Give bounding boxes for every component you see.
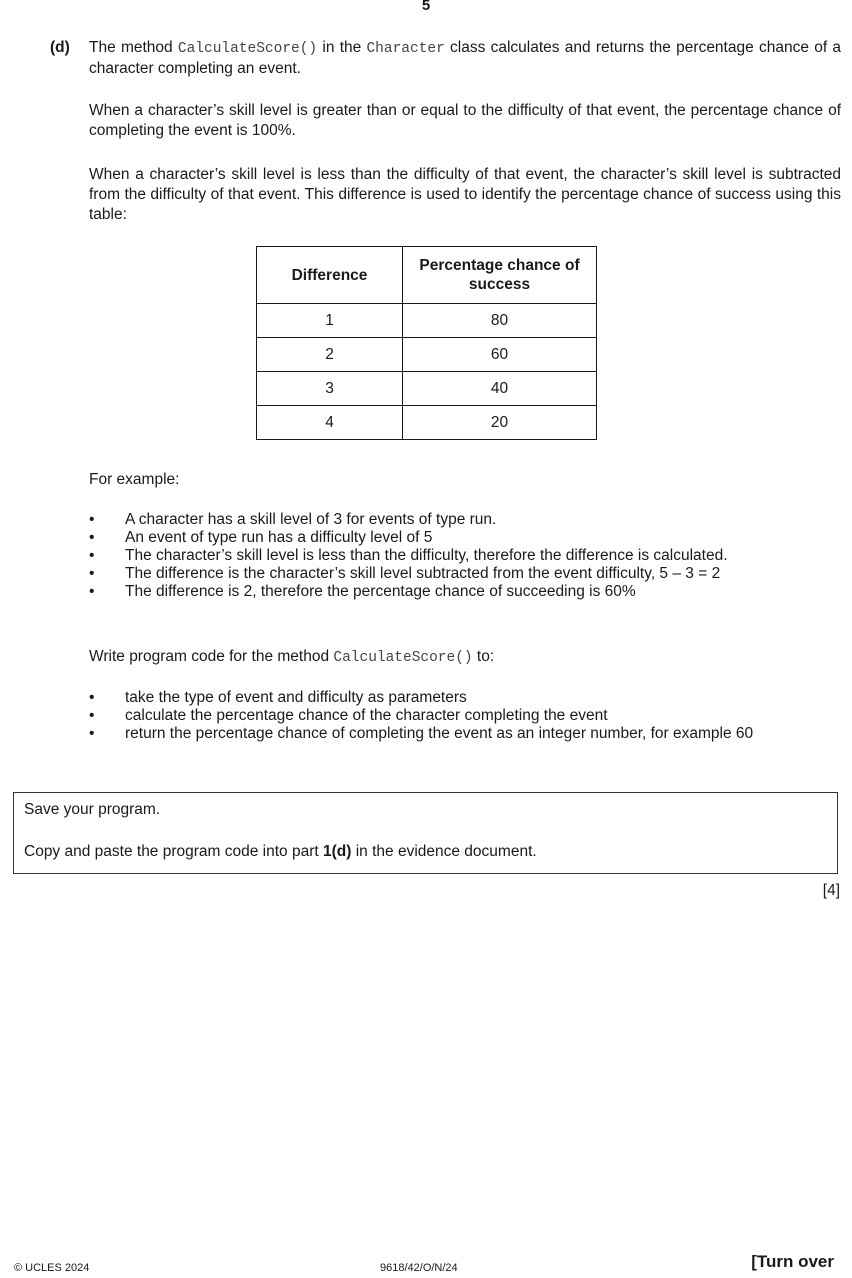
part-label: (d) bbox=[50, 39, 70, 56]
table-cell: 80 bbox=[403, 304, 597, 338]
condition-paragraph-2: When a character’s skill level is less than the difficulty of that event, the character’s skill level is subtracted from the difficulty of that event. This difference is used to identify the percentage chance of success using this table: bbox=[89, 166, 841, 223]
list-item: • An event of type run has a difficulty level of 5 bbox=[89, 529, 433, 546]
method-name-code: CalculateScore() bbox=[177, 41, 318, 57]
list-item: • The character’s skill level is less than the difficulty, therefore the difference is calculated. bbox=[89, 547, 728, 564]
intro-text-3: class calculates and returns the percentage chance of a character completing an event. bbox=[89, 39, 841, 77]
instruction-box bbox=[13, 792, 838, 874]
method-name-code: CalculateScore() bbox=[333, 650, 473, 666]
table-cell: 60 bbox=[403, 338, 597, 372]
footer-paper-code: 9618/42/O/N/24 bbox=[380, 1262, 458, 1274]
table-cell: 2 bbox=[257, 338, 403, 372]
part-reference: 1(d) bbox=[323, 843, 352, 860]
example-bullet-list bbox=[89, 511, 841, 601]
table-cell: 40 bbox=[403, 372, 597, 406]
list-item: • calculate the percentage chance of the character completing the event bbox=[89, 707, 608, 724]
intro-text-1: The method bbox=[89, 39, 178, 56]
list-item: • The difference is 2, therefore the percentage chance of succeeding is 60% bbox=[89, 583, 636, 600]
write-instruction: Write program code for the method CalculateScore() to: bbox=[89, 648, 495, 666]
copy-instruction: Copy and paste the program code into part 1(d) in the evidence document. bbox=[24, 843, 537, 860]
table-cell: 3 bbox=[257, 372, 403, 406]
difference-table bbox=[256, 246, 597, 440]
header-percentage-chance: Percentage chance of success bbox=[403, 247, 597, 304]
list-item: • A character has a skill level of 3 for events of type run. bbox=[89, 511, 497, 528]
list-item: • return the percentage chance of completing the event as an integer number, for example 60 bbox=[89, 725, 754, 742]
example-label: For example: bbox=[89, 471, 180, 488]
table-row bbox=[257, 406, 597, 440]
table-row bbox=[257, 372, 597, 406]
footer-turn-over: [Turn over bbox=[751, 1252, 834, 1271]
marks-label: [4] bbox=[822, 882, 840, 899]
class-name-code: Character bbox=[366, 41, 445, 57]
table-cell: 20 bbox=[403, 406, 597, 440]
table-cell: 1 bbox=[257, 304, 403, 338]
save-instruction: Save your program. bbox=[24, 801, 161, 818]
table-row bbox=[257, 304, 597, 338]
header-difference: Difference bbox=[257, 247, 403, 304]
page-number: 5 bbox=[421, 0, 431, 14]
table-cell: 4 bbox=[257, 406, 403, 440]
list-item: • The difference is the character’s skill level subtracted from the event difficulty, 5 – 3 = 2 bbox=[89, 565, 721, 582]
table-header-row bbox=[257, 247, 597, 304]
list-item: • take the type of event and difficulty as parameters bbox=[89, 689, 467, 706]
intro-paragraph bbox=[89, 38, 841, 79]
footer-copyright: © UCLES 2024 bbox=[14, 1262, 90, 1274]
task-bullet-list bbox=[89, 689, 841, 743]
intro-text-2: in the bbox=[317, 39, 367, 56]
condition-paragraph-1: When a character’s skill level is greater than or equal to the difficulty of that event, the percentage chance of completing the event is 100%. bbox=[89, 102, 841, 139]
table-row bbox=[257, 338, 597, 372]
